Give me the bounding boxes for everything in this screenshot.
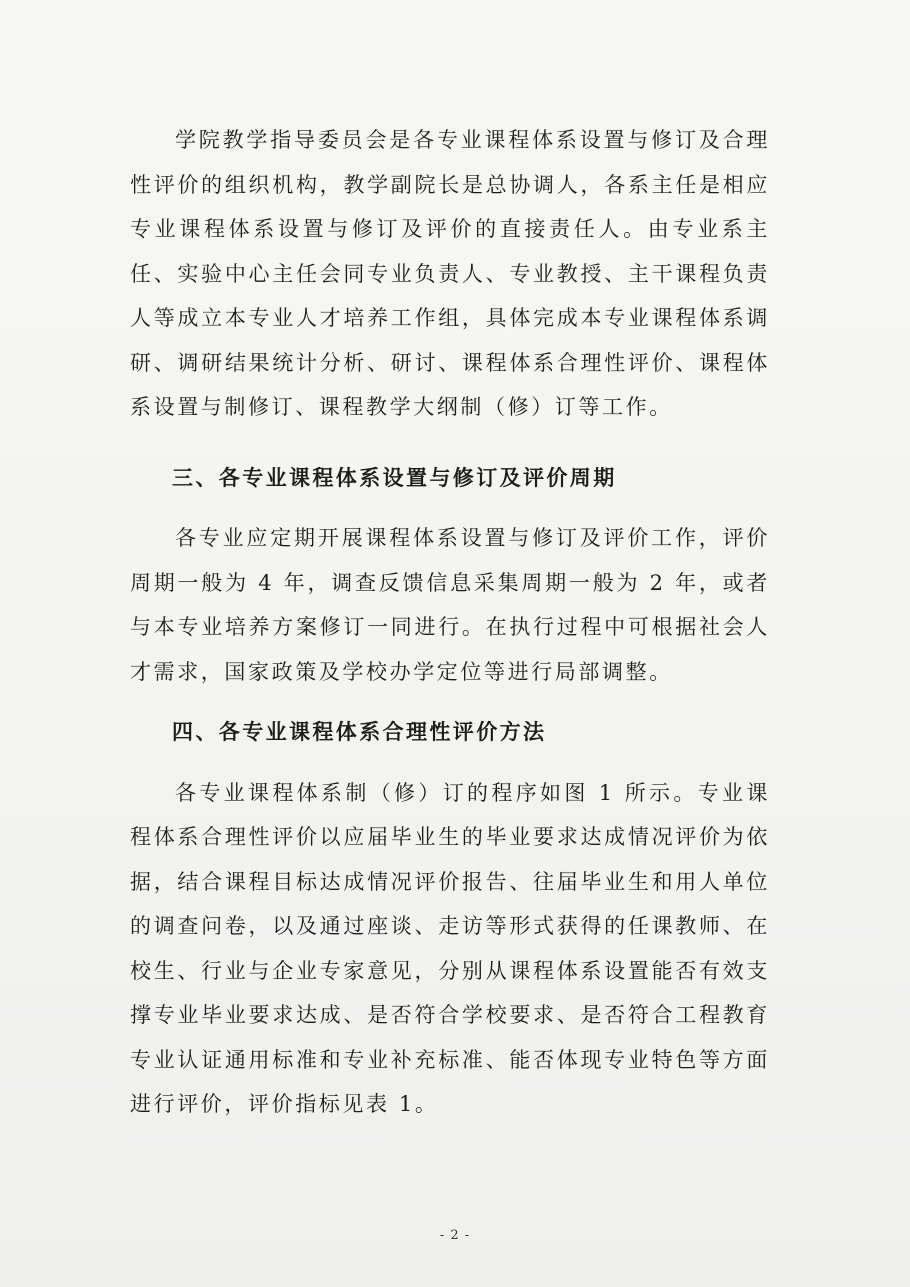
document-body [130,118,770,1127]
paragraph-organization: 学院教学指导委员会是各专业课程体系设置与修订及合理性评价的组织机构，教学副院长是总协调人，各系主任是相应专业课程体系设置与修订及评价的直接责任人。由专业系主任、实验中心主任会同专业负责人、专业教授、主干课程负责人等成立本专业人才培养工作组，具体完成本专业课程体系调研、调研结果统计分析、研讨、课程体系合理性评价、课程体系设置与制修订、课程教学大纲制（修）订等工作。 [130,128,770,419]
paragraph-evaluation-method: 各专业课程体系制（修）订的程序如图 1 所示。专业课程体系合理性评价以应届毕业生的毕业要求达成情况评价为依据，结合课程目标达成情况评价报告、往届毕业生和用人单位的调查问卷，以及通过座谈、走访等形式获得的任课教师、在校生、行业与企业专家意见，分别从课程体系设置能否有效支撑专业毕业要求达成、是否符合学校要求、是否符合工程教育专业认证通用标准和专业补充标准、能否体现专业特色等方面进行评价，评价指标见表 1。 [130,780,770,1116]
page-number: - 2 - [439,1228,471,1243]
section-heading-3: 三、各专业课程体系设置与修订及评价周期 [172,464,617,490]
paragraph-evaluation-cycle: 各专业应定期开展课程体系设置与修订及评价工作，评价周期一般为 4 年，调查反馈信息采集周期一般为 2 年，或者与本专业培养方案修订一同进行。在执行过程中可根据社会人才需求，国家政策及学校办学定位等进行局部调整。 [130,526,770,684]
section-heading-4: 四、各专业课程体系合理性评价方法 [172,719,547,744]
